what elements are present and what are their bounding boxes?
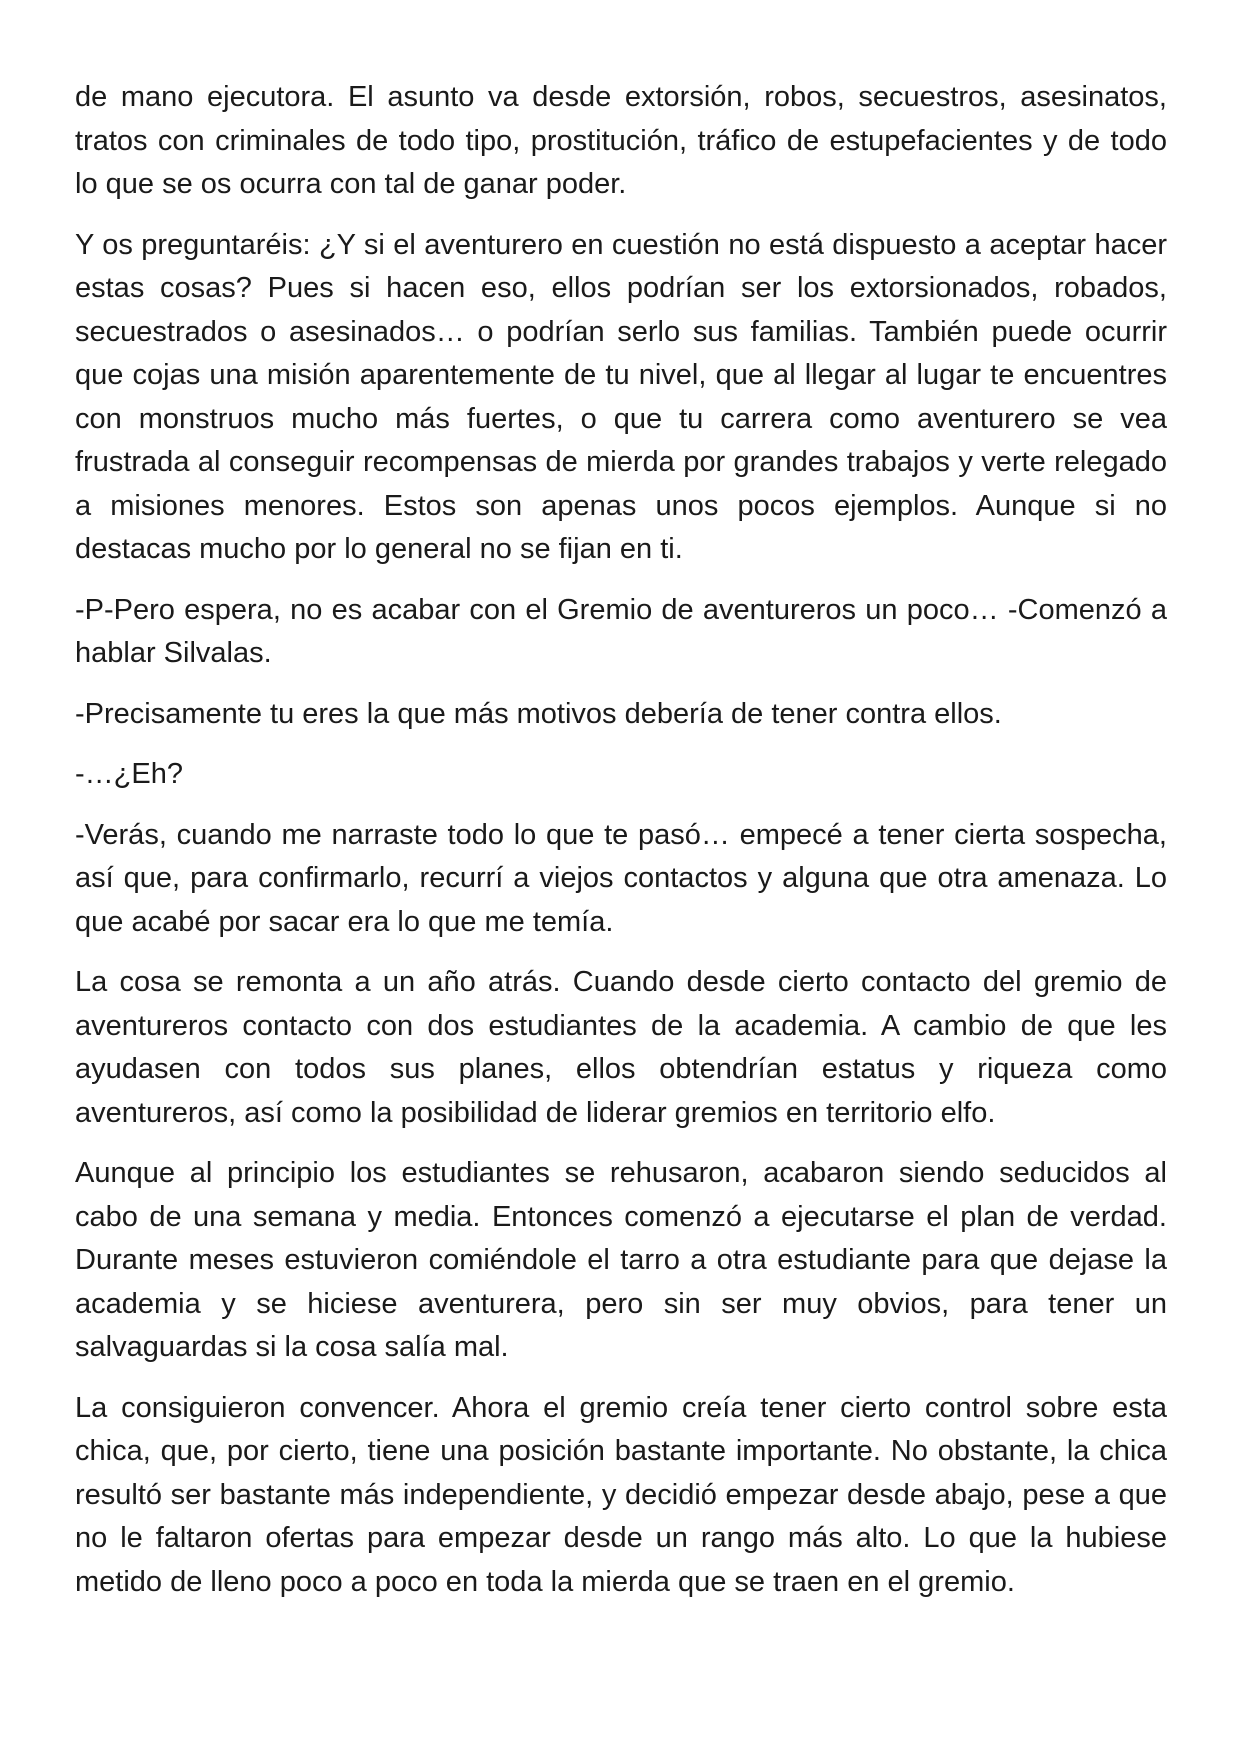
paragraph-1: de mano ejecutora. El asunto va desde extorsión, robos, secuestros, asesinatos, tratos con criminales de todo tipo, prostitución, tráfico de estupefacientes y de todo lo que se os ocurra con tal de ganar poder. (75, 81, 1167, 200)
paragraph-4: -Precisamente tu eres la que más motivos debería de tener contra ellos. (75, 697, 1002, 730)
paragraph-8: Aunque al principio los estudiantes se rehusaron, acabaron siendo seducidos al cabo de una semana y media. Entonces comenzó a ejecutarse el plan de verdad. Durante meses estuvieron comiéndole el tarro a otra estudiante para que dejase la academia y se hiciese aventurera, pero sin ser muy obvios, para tener un salvaguardas si la cosa salía mal. (75, 1157, 1167, 1363)
paragraph-7: La cosa se remonta a un año atrás. Cuando desde cierto contacto del gremio de aventureros contacto con dos estudiantes de la academia. A cambio de que les ayudasen con todos sus planes, ellos obtendrían estatus y riqueza como aventureros, así como la posibilidad de liderar gremios en territorio elfo. (75, 966, 1167, 1129)
document-page (75, 76, 1167, 1621)
paragraph-2: Y os preguntaréis: ¿Y si el aventurero en cuestión no está dispuesto a aceptar hacer estas cosas? Pues si hacen eso, ellos podrían ser los extorsionados, robados, secuestrados o asesinados… o podrían serlo sus familias. También puede ocurrir que cojas una misión aparentemente de tu nivel, que al llegar al lugar te encuentres con monstruos mucho más fuertes, o que tu carrera como aventurero se vea frustrada al conseguir recompensas de mierda por grandes trabajos y verte relegado a misiones menores. Estos son apenas unos pocos ejemplos. Aunque si no destacas mucho por lo general no se fijan en ti. (75, 228, 1167, 565)
paragraph-9: La consiguieron convencer. Ahora el gremio creía tener cierto control sobre esta chica, que, por cierto, tiene una posición bastante importante. No obstante, la chica resultó ser bastante más independiente, y decidió empezar desde abajo, pese a que no le faltaron ofertas para empezar desde un rango más alto. Lo que la hubiese metido de lleno poco a poco en toda la mierda que se traen en el gremio. (75, 1391, 1167, 1598)
paragraph-6: -Verás, cuando me narraste todo lo que te pasó… empecé a tener cierta sospecha, así que, para confirmarlo, recurrí a viejos contactos y alguna que otra amenaza. Lo que acabé por sacar era lo que me temía. (75, 818, 1167, 938)
paragraph-3: -P-Pero espera, no es acabar con el Gremio de aventureros un poco… -Comenzó a hablar Silvalas. (75, 593, 1167, 669)
paragraph-5: -…¿Eh? (75, 758, 183, 790)
